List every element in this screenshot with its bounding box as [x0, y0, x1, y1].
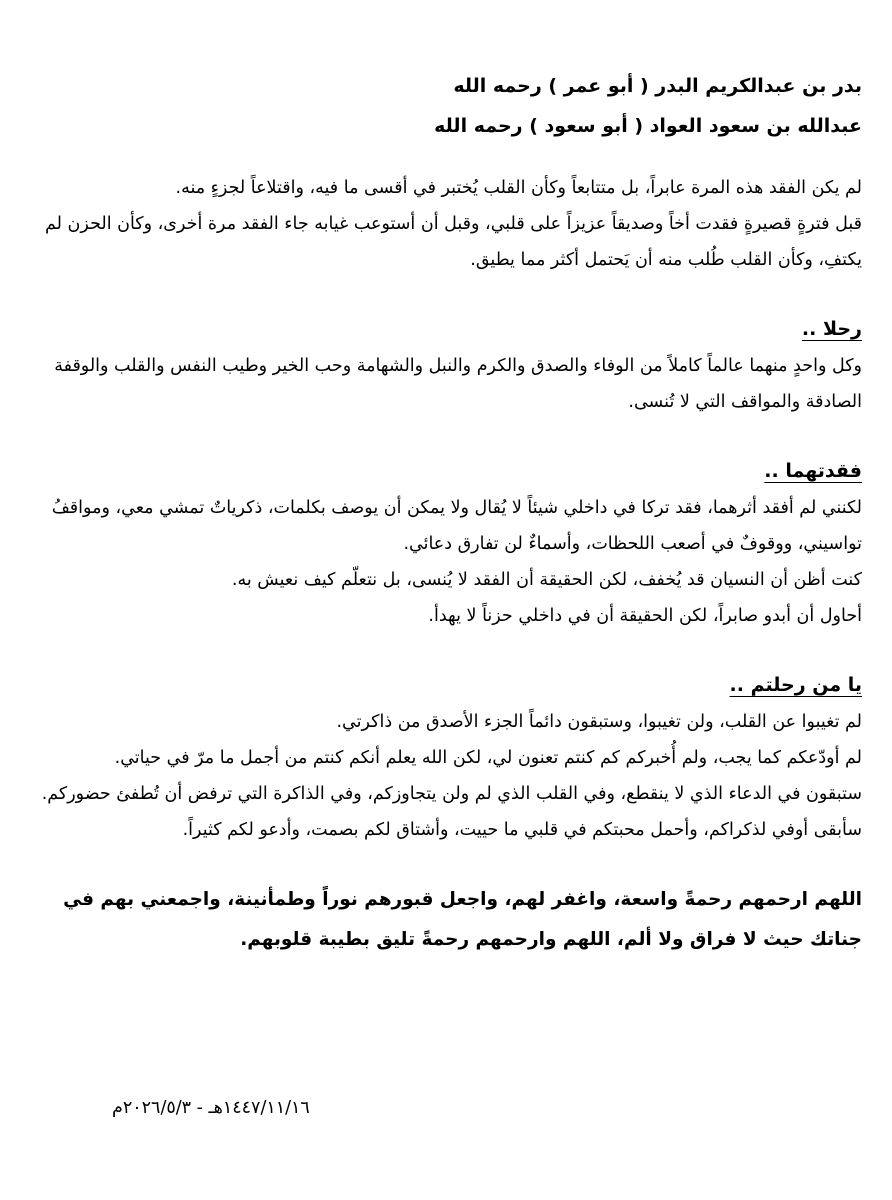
intro-section [20, 170, 862, 278]
section-heading: رحلا .. [801, 318, 862, 340]
section-heading: فقدتهما .. [764, 460, 862, 482]
intro-paragraph-2: قبل فترةٍ قصيرةٍ فقدت أخاً وصديقاً عزيزاً على قلبي، وقبل أن أستوعب غيابه جاء الفقد مرة أخرى، وكأن الحزن لم يكتفِ، وكأن القلب طُلب منه أن يَحتمل أكثر مما يطيق. [45, 214, 862, 270]
section-paragraph: لكنني لم أفقد أثرهما، فقد تركا في داخلي شيئاً لا يُقال ولا يمكن أن يوصف بكلمات، ذكرياتٌ تمشي معي، ومواقفُ تواسيني، ووقوفٌ في أصعب اللحظات، وأسماءٌ لن تفارق دعائي. [51, 498, 862, 554]
section-paragraph: كنت أظن أن النسيان قد يُخفف، لكن الحقيقة أن الفقد لا يُنسى، بل نتعلّم كيف نعيش به. [231, 570, 862, 590]
closing-prayer: اللهم ارحمهم رحمةً واسعة، واغفر لهم، واجعل قبورهم نوراً وطمأنينة، واجمعني بهم في جناتك حيث لا فراق ولا ألم، اللهم وارحمهم رحمةً تليق بطيبة قلوبهم. [63, 889, 862, 950]
section-paragraph: ستبقون في الدعاء الذي لا ينقطع، وفي القلب الذي لم ولن يتجاوزكم، وفي الذاكرة التي ترفض أن تُطفئ حضوركم. [41, 784, 862, 804]
section-paragraph: لم أودّعكم كما يجب، ولم أُخبركم كم كنتم تعنون لي، لكن الله يعلم أنكم كنتم من أجمل ما مرّ في حياتي. [114, 748, 862, 768]
name-1: بدر بن عبدالكريم البدر ( أبو عمر ) رحمه الله [453, 75, 862, 97]
section-paragraph: لم تغيبوا عن القلب، ولن تغيبوا، وستبقون دائماً الجزء الأصدق من ذاكرتي. [336, 712, 862, 732]
date-line: ١٤٤٧/١١/١٦هـ - ٢٠٢٦/٥/٣م [112, 1098, 310, 1118]
section-address [20, 666, 862, 848]
names-block [20, 66, 862, 146]
intro-paragraph-1: لم يكن الفقد هذه المرة عابراً، بل متتابعاً وكأن القلب يُختبر في أقسى ما فيه، واقتلاعاً لجزءٍ منه. [175, 178, 862, 198]
name-2: عبدالله بن سعود العواد ( أبو سعود ) رحمه الله [434, 115, 862, 137]
section-departed [20, 310, 862, 420]
section-lost [20, 452, 862, 634]
section-paragraph: سأبقى أوفي لذكراكم، وأحمل محبتكم في قلبي ما حييت، وأشتاق لكم بصمت، وأدعو لكم كثيراً. [182, 820, 862, 840]
section-paragraph: وكل واحدٍ منهما عالماً كاملاً من الوفاء والصدق والكرم والنبل والشهامة وحب الخير وطيب النفس والقلب والوقفة الصادقة والمواقف التي لا تُنسى. [54, 356, 862, 412]
document-body [20, 66, 862, 960]
section-paragraph: أحاول أن أبدو صابراً، لكن الحقيقة أن في داخلي حزناً لا يهدأ. [428, 606, 862, 626]
section-heading: يا من رحلتم .. [729, 674, 862, 696]
